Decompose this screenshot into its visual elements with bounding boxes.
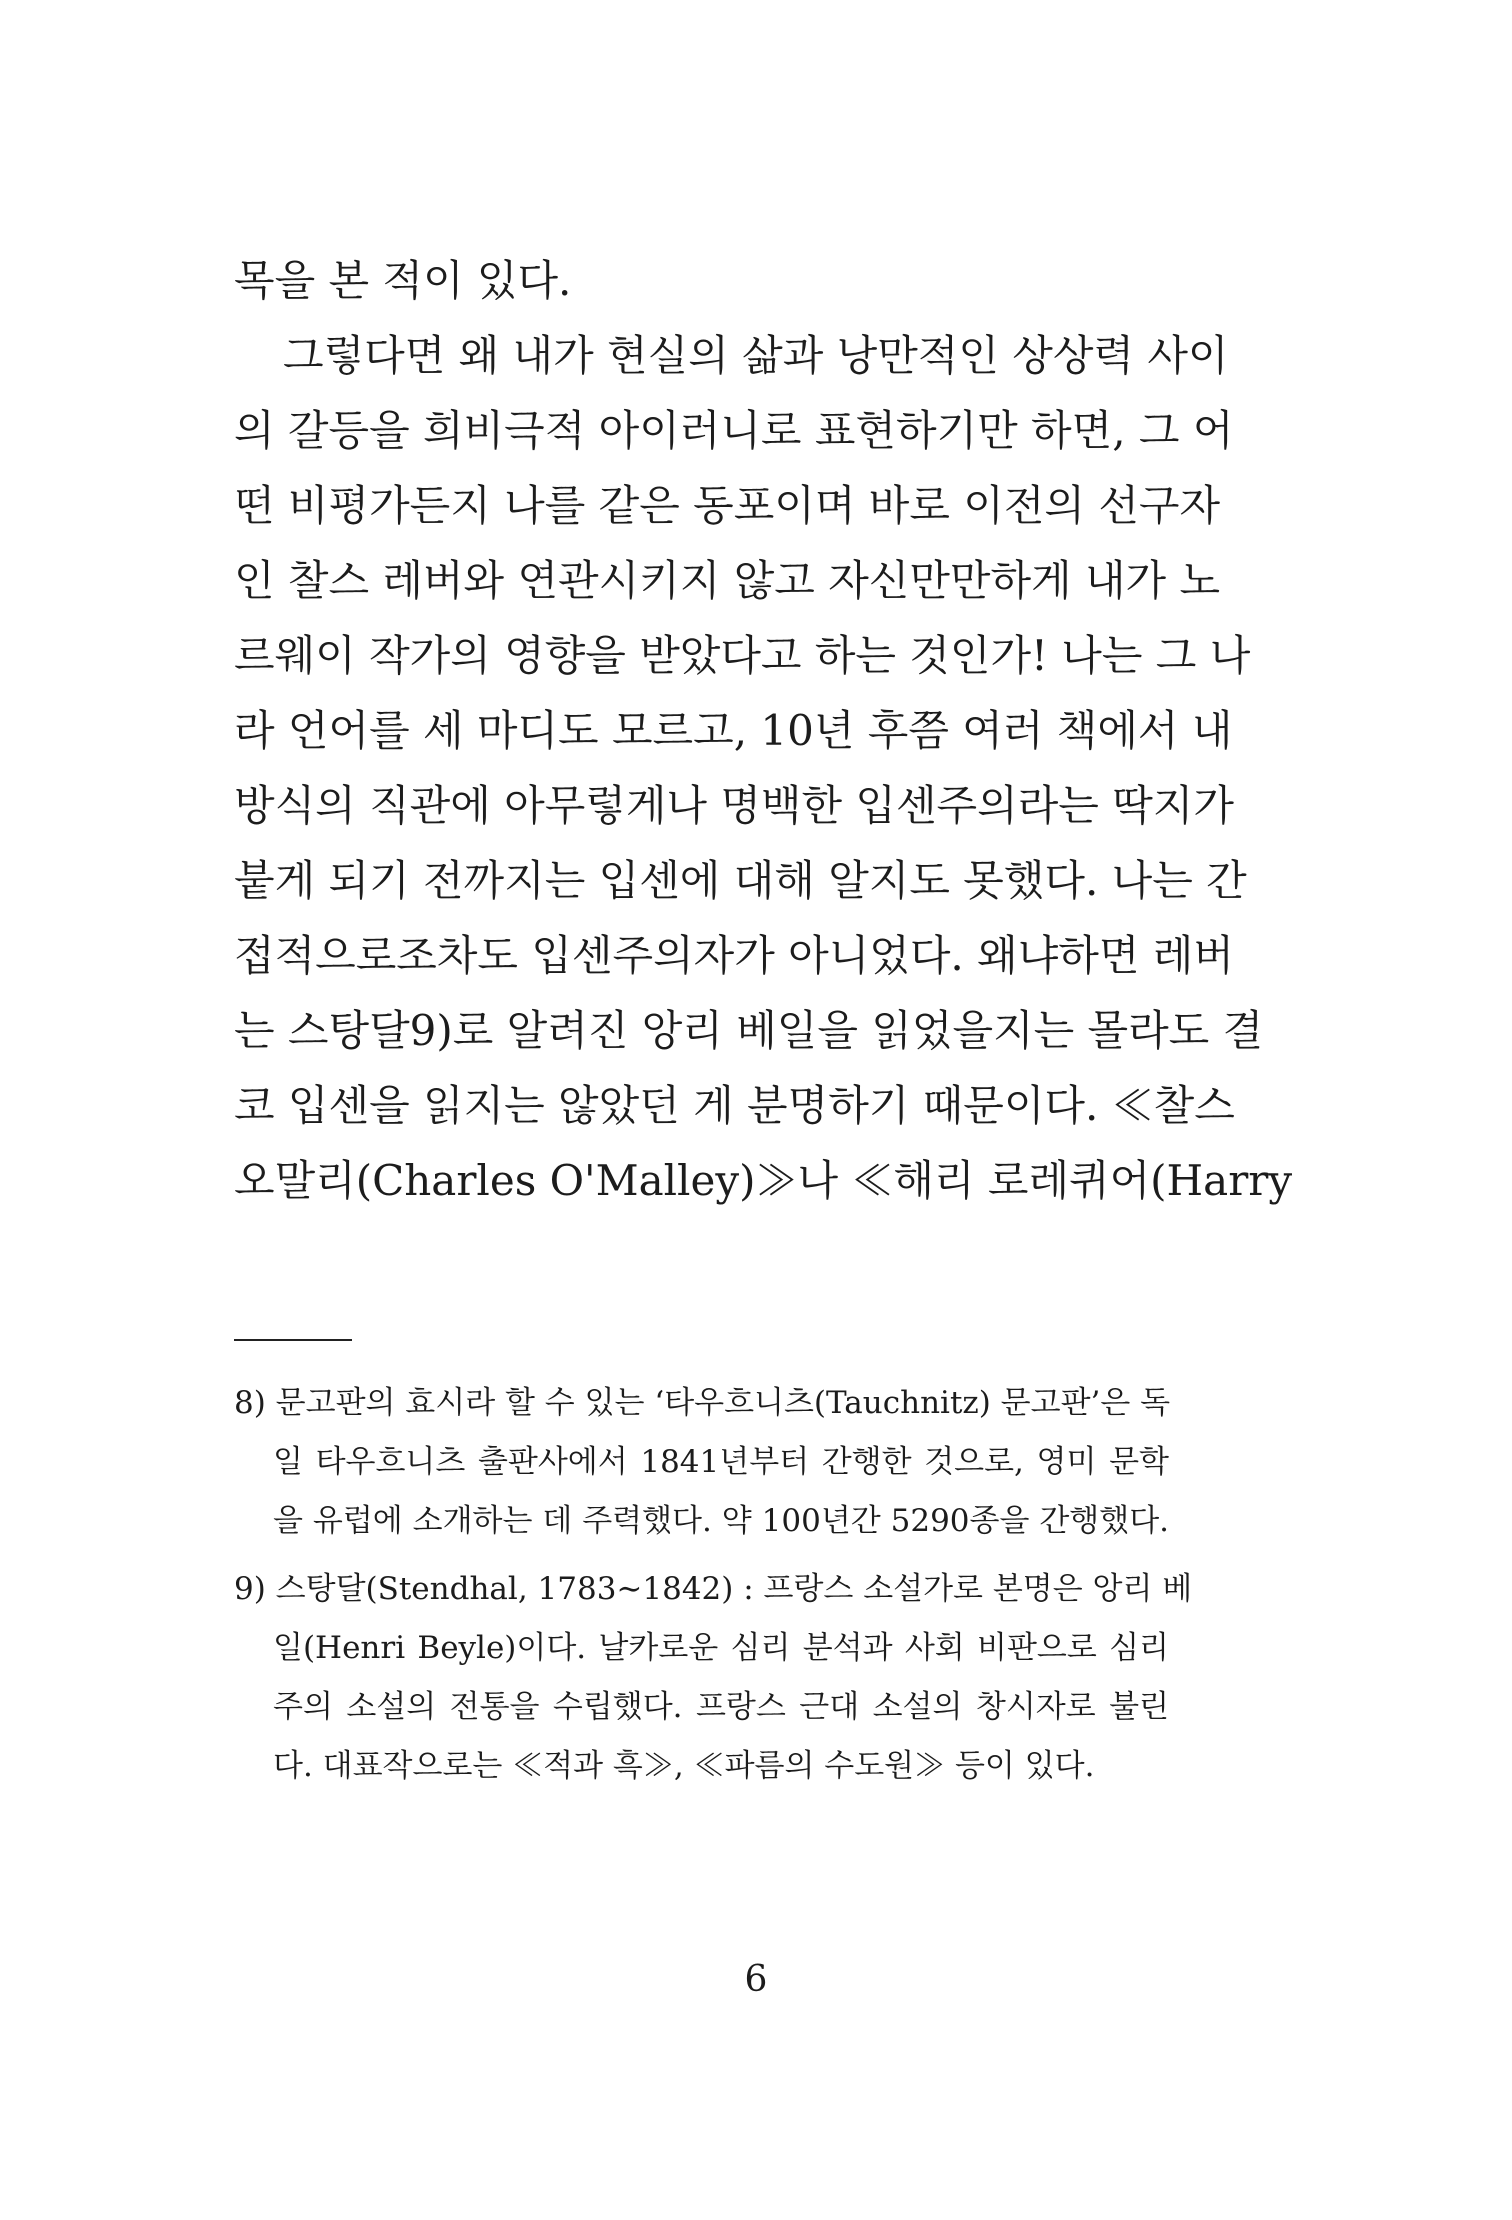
body-line: 코 입센을 읽지는 않았던 게 분명하기 때문이다. ≪찰스 (234, 1081, 1235, 1130)
body-line: 그렇다면 왜 내가 현실의 삶과 낭만적인 상상력 사이 (283, 331, 1229, 380)
body-line: 르웨이 작가의 영향을 받았다고 하는 것인가! 나는 그 나 (234, 631, 1251, 680)
footnote-line: 9) 스탕달(Stendhal, 1783∼1842) : 프랑스 소설가로 본명은 앙리 베 (234, 1571, 1193, 1607)
body-line: 인 찰스 레버와 연관시키지 않고 자신만만하게 내가 노 (234, 556, 1221, 605)
body-line: 라 언어를 세 마디도 모르고, 10년 후쯤 여러 책에서 내 (234, 706, 1233, 755)
body-line: 떤 비평가든지 나를 같은 동포이며 바로 이전의 선구자 (234, 481, 1221, 530)
footnote-line: 일 타우흐니츠 출판사에서 1841년부터 간행한 것으로, 영미 문학 (273, 1444, 1169, 1480)
body-line: 는 스탕달9)로 알려진 앙리 베일을 읽었을지는 몰라도 결 (234, 1006, 1264, 1055)
footnote-line: 을 유럽에 소개하는 데 주력했다. 약 100년간 5290종을 간행했다. (273, 1503, 1169, 1539)
footnote-line: 8) 문고판의 효시라 할 수 있는 ‘타우흐니츠(Tauchnitz) 문고판’은 독 (234, 1385, 1171, 1421)
body-line: 방식의 직관에 아무렇게나 명백한 입센주의라는 딱지가 (234, 781, 1234, 830)
footnote-line: 주의 소설의 전통을 수립했다. 프랑스 근대 소설의 창시자로 불린 (273, 1689, 1169, 1725)
body-line: 접적으로조차도 입센주의자가 아니었다. 왜냐하면 레버 (234, 931, 1234, 980)
footnote-line: 다. 대표작으로는 ≪적과 흑≫, ≪파름의 수도원≫ 등이 있다. (273, 1748, 1095, 1784)
page-number: 6 (744, 1959, 768, 2000)
body-line: 붙게 되기 전까지는 입센에 대해 알지도 못했다. 나는 간 (234, 856, 1247, 905)
body-line: 의 갈등을 희비극적 아이러니로 표현하기만 하면, 그 어 (234, 406, 1234, 455)
footnote-line: 일(Henri Beyle)이다. 날카로운 심리 분석과 사회 비판으로 심리 (273, 1630, 1169, 1666)
footnote-separator (234, 1339, 352, 1341)
body-line: 오말리(Charles O'Malley)≫나 ≪해리 로레퀴어(Harry (234, 1156, 1293, 1205)
body-line: 목을 본 적이 있다. (234, 256, 572, 305)
